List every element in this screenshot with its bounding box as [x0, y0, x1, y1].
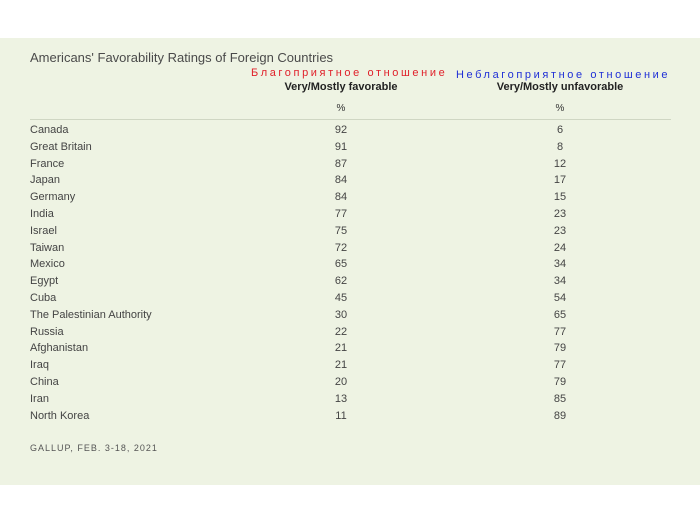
unfavorable-cell: 89: [553, 409, 567, 422]
table-row: [0, 407, 700, 424]
unfavorable-cell: 17: [553, 174, 567, 187]
unfavorable-annotation: Неблагоприятное отношение: [456, 69, 671, 81]
table-row: [0, 255, 700, 272]
favorable-cell: 11: [335, 409, 347, 422]
unfavorable-cell: 6: [556, 124, 564, 136]
favorable-cell: 30: [334, 308, 348, 321]
favorable-cell: 13: [334, 392, 348, 405]
favorable-cell: 84: [334, 191, 348, 204]
favorable-cell: 91: [334, 140, 348, 153]
table-row: [0, 356, 700, 373]
table-row: [0, 373, 700, 390]
country-cell: Germany: [30, 191, 76, 204]
table-row: [0, 306, 700, 323]
country-cell: Canada: [30, 124, 69, 136]
favorable-cell: 62: [334, 275, 348, 288]
country-cell: France: [30, 157, 65, 170]
country-cell: Iraq: [30, 359, 49, 372]
country-cell: Cuba: [30, 291, 57, 304]
table-row: [0, 239, 700, 256]
table-row: [0, 390, 700, 407]
country-cell: North Korea: [30, 409, 90, 422]
unfavorable-cell: 77: [553, 325, 567, 338]
favorable-cell: 77: [334, 207, 348, 220]
country-cell: Taiwan: [30, 241, 65, 254]
country-cell: Japan: [30, 174, 60, 187]
table-row: [0, 339, 700, 356]
favorable-cell: 92: [334, 124, 348, 136]
table-row: [0, 289, 700, 306]
table-title: Americans' Favorability Ratings of Foreign Countries: [30, 50, 334, 65]
favorable-cell: 21: [334, 359, 348, 372]
country-cell: India: [30, 207, 54, 220]
favorable-cell: 65: [334, 258, 348, 271]
unfavorable-cell: 8: [556, 140, 564, 153]
unfavorable-cell: 79: [553, 342, 567, 355]
table-row: [0, 205, 700, 222]
country-cell: Iran: [30, 392, 49, 405]
unfavorable-cell: 54: [553, 291, 567, 304]
country-cell: China: [30, 375, 59, 388]
country-cell: Afghanistan: [30, 342, 89, 355]
unfavorable-cell: 23: [553, 224, 567, 237]
table-row: [0, 121, 700, 138]
table-row: [0, 272, 700, 289]
favorable-cell: 45: [334, 291, 348, 304]
favorable-cell: 22: [334, 325, 348, 338]
favorable-cell: 84: [334, 174, 348, 187]
country-cell: The Palestinian Authority: [30, 308, 152, 321]
table-row: [0, 138, 700, 155]
favorable-unit-label: %: [336, 103, 346, 114]
favorable-cell: 20: [334, 375, 348, 388]
table-row: [0, 171, 700, 188]
source-note: GALLUP, FEB. 3-18, 2021: [30, 443, 158, 453]
unfavorable-cell: 23: [553, 207, 567, 220]
favorable-cell: 72: [334, 241, 348, 254]
favorable-annotation: Благоприятное отношение: [251, 67, 448, 79]
table-row: [0, 323, 700, 340]
header-divider: [30, 119, 671, 120]
country-cell: Egypt: [30, 275, 59, 288]
table-body: [0, 121, 700, 423]
unfavorable-cell: 65: [553, 308, 567, 321]
favorable-cell: 75: [334, 224, 348, 237]
table-row: [0, 222, 700, 239]
unfavorable-cell: 34: [553, 275, 567, 288]
country-cell: Mexico: [30, 258, 65, 271]
country-cell: Israel: [30, 224, 57, 237]
unfavorable-cell: 12: [553, 157, 567, 170]
table-row: [0, 155, 700, 172]
country-cell: Great Britain: [30, 140, 92, 153]
unfavorable-cell: 79: [553, 375, 567, 388]
unfavorable-cell: 24: [553, 241, 567, 254]
table-row: [0, 188, 700, 205]
unfavorable-cell: 15: [553, 191, 567, 204]
unfavorable-unit-label: %: [555, 103, 565, 114]
favorable-cell: 21: [334, 342, 348, 355]
unfavorable-column-header: Very/Mostly unfavorable: [496, 81, 624, 93]
unfavorable-cell: 34: [553, 258, 567, 271]
favorable-cell: 87: [334, 157, 348, 170]
unfavorable-cell: 85: [553, 392, 567, 405]
favorable-column-header: Very/Mostly favorable: [284, 81, 398, 93]
unfavorable-cell: 77: [553, 359, 567, 372]
country-cell: Russia: [30, 325, 64, 338]
